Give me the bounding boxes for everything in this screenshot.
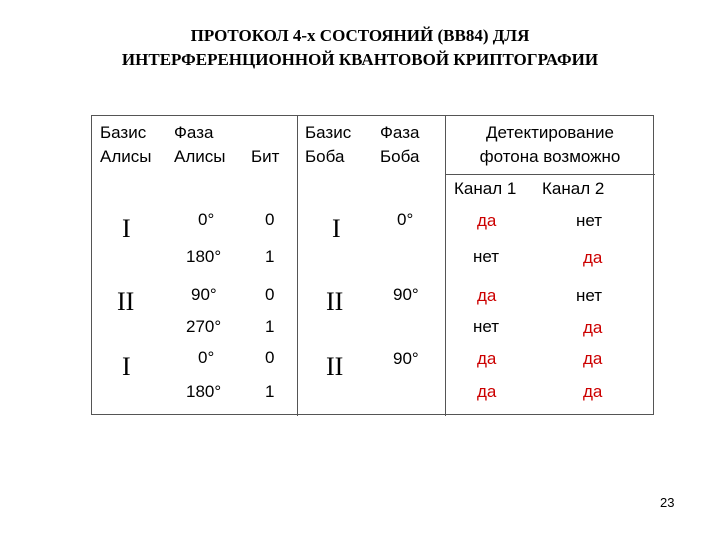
channel-2-row-2: да xyxy=(583,248,603,267)
channel-1-row-2: нет xyxy=(473,247,500,266)
alice-basis-group-2: II xyxy=(117,287,135,316)
channel-2-row-6: да xyxy=(583,382,603,401)
alice-basis-group-3: I xyxy=(122,352,131,381)
bob-phase-group-2: 90° xyxy=(393,285,419,304)
header-alice-phase: Фаза Алисы xyxy=(174,123,226,166)
channel-1-row-6: да xyxy=(477,382,497,401)
alice-phase-row-4: 270° xyxy=(186,317,222,336)
channel-1-row-4: нет xyxy=(473,317,500,336)
alice-phase-row-1: 0° xyxy=(198,210,215,229)
channel-1-row-5: да xyxy=(477,349,497,368)
bit-row-6: 1 xyxy=(265,382,275,401)
bb84-protocol-table xyxy=(91,115,654,415)
bit-row-5: 0 xyxy=(265,348,275,367)
slide-title xyxy=(0,24,720,72)
header-bob-phase: Фаза Боба xyxy=(380,123,420,166)
channel-2-row-1: нет xyxy=(576,211,603,230)
channel-2-row-3: нет xyxy=(576,286,603,305)
alice-phase-row-5: 0° xyxy=(198,348,215,367)
alice-basis-group-1: I xyxy=(122,214,131,243)
title-line-2: ИНТЕРФЕРЕНЦИОННОЙ КВАНТОВОЙ КРИПТОГРАФИИ xyxy=(121,50,599,69)
channel-2-row-5: да xyxy=(583,349,603,368)
bob-phase-group-1: 0° xyxy=(397,210,414,229)
alice-phase-row-6: 180° xyxy=(186,382,222,401)
channel-1-row-1: да xyxy=(477,211,497,230)
title-line-1: ПРОТОКОЛ 4-х СОСТОЯНИЙ (BB84) ДЛЯ xyxy=(190,26,530,45)
page-number: 23 xyxy=(660,495,675,510)
header-bit: Бит xyxy=(251,147,280,166)
header-bob-basis: Базис Боба xyxy=(305,123,352,166)
bob-basis-group-2: II xyxy=(326,287,344,316)
channel-2-row-4: да xyxy=(583,318,603,337)
bob-phase-group-3: 90° xyxy=(393,349,419,368)
alice-phase-row-3: 90° xyxy=(191,285,217,304)
alice-phase-row-2: 180° xyxy=(186,247,222,266)
bob-basis-group-3: II xyxy=(326,352,344,381)
bit-row-1: 0 xyxy=(265,210,275,229)
header-channel-2: Канал 2 xyxy=(542,179,605,198)
bob-basis-group-1: I xyxy=(332,214,341,243)
bit-row-3: 0 xyxy=(265,285,275,304)
channel-1-row-3: да xyxy=(477,286,497,305)
bit-row-2: 1 xyxy=(265,247,275,266)
divider-channel-header xyxy=(445,174,655,175)
header-channel-1: Канал 1 xyxy=(454,179,517,198)
header-detection: Детектирование фотона возможно xyxy=(479,123,621,166)
bit-row-4: 1 xyxy=(265,317,275,336)
header-alice-basis: Базис Алисы xyxy=(100,123,152,166)
divider-after-bit xyxy=(297,116,298,416)
